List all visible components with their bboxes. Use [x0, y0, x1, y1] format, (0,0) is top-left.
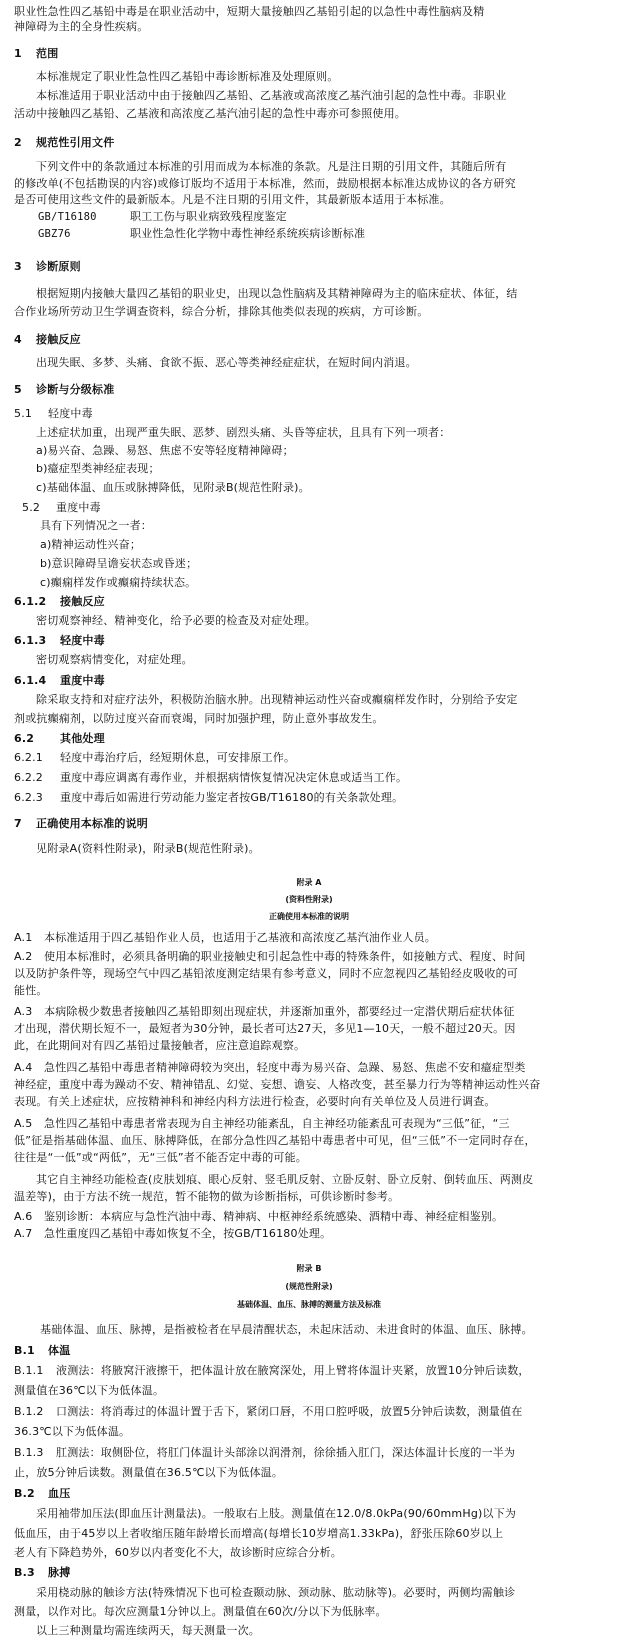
section-5-2-line: 具有下列情况之一者：: [40, 519, 152, 532]
section-5-2-line: b)意识障碍呈谵妄状态或昏迷；: [40, 557, 198, 570]
appendix-a-subtitle: (资料性附录): [285, 895, 333, 904]
appendix-b-line: 低血压，由于45岁以上者收缩压随年龄增长而增高(每增长10岁增高1.33kPa)，舒张压除60岁以上: [14, 1527, 504, 1540]
appendix-b-subtitle: (规范性附录): [285, 1282, 333, 1291]
appendix-b-line: 测量，以作对比。每次应测量1分钟以上。测量值在60次/分以下为低脉率。: [14, 1605, 387, 1618]
section-6-1-3-heading: 6.1.3 轻度中毒: [14, 634, 105, 647]
appendix-b-line: 老人有下降趋势外，60岁以内者变化不大，故诊断时应综合分析。: [14, 1546, 342, 1559]
section-6-1-4-line: 除采取支持和对症疗法外，积极防治脑水肿。出现精神运动性兴奋或癫痫样发作时，分别给予安定: [36, 693, 518, 706]
appendix-a-line: 以及防护条件等，现场空气中四乙基铅浓度测定结果有参考意义，同时不应忽视四乙基铅经皮吸收的可: [14, 967, 518, 980]
section-5-2-line: a)精神运动性兴奋；: [40, 538, 142, 551]
appendix-b-line: 以上三种测量均需连续两天，每天测量一次。: [36, 1624, 260, 1637]
section-6-2-3: 6.2.3 重度中毒后如需进行劳动能力鉴定者按GB/T16180的有关条款处理。: [14, 791, 404, 804]
appendix-a-item: A.6 鉴别诊断：本病应与急性汽油中毒、精神病、中枢神经系统感染、酒精中毒、神经症相鉴别。: [14, 1210, 504, 1223]
appendix-b-line: 采用桡动脉的触诊方法(特殊情况下也可检查颞动脉、颈动脉、肱动脉等)。必要时，两侧均需触诊: [36, 1586, 516, 1599]
appendix-a-title: 附录 A: [296, 878, 322, 887]
section-6-1-2-heading: 6.1.2 接触反应: [14, 595, 105, 608]
appendix-a-item: A.7 急性重度四乙基铅中毒如恢复不全，按GB/T16180处理。: [14, 1227, 332, 1240]
section-5-2-heading: 5.2 重度中毒: [22, 501, 101, 514]
appendix-a-line: 低”征是指基础体温、血压、脉搏降低，在部分急性四乙基铅中毒患者中可见，但“三低”不一定同时存在，: [14, 1134, 536, 1147]
appendix-a-item: A.1 本标准适用于四乙基铅作业人员，也适用于乙基液和高浓度乙基汽油作业人员。: [14, 931, 436, 944]
appendix-b-3-heading: B.3 脉搏: [14, 1566, 71, 1579]
appendix-a-line: 此，在此期间对有四乙基铅过量接触者，应注意追踪观察。: [14, 1039, 306, 1052]
appendix-a-line: 其它自主神经功能检查(皮肤划痕、眼心反射、竖毛肌反射、立卧反射、卧立反射、倒转血压、两测皮: [36, 1173, 534, 1186]
section-5-heading: 5 诊断与分级标准: [14, 383, 115, 396]
section-1-line: 活动中接触四乙基铅、乙基液和高浓度乙基汽油引起的急性中毒亦可参照使用。: [14, 107, 406, 120]
appendix-a-line: 温差等)，由于方法不统一规范，暂不能物的做为诊断指标，可供诊断时参考。: [14, 1190, 400, 1203]
intro-line-2: 神障碍为主的全身性疾病。: [14, 20, 149, 33]
appendix-b-line: 测量值在36℃以下为低体温。: [14, 1384, 165, 1397]
appendix-b-intro: 基础体温、血压、脉搏，是指被检者在早晨清醒状态，未起床活动、未进食时的体温、血压、脉搏。: [40, 1323, 533, 1336]
section-3-line: 根据短期内接触大量四乙基铅的职业史，出现以急性脑病及其精神障碍为主的临床症状、体征，结: [36, 287, 518, 300]
appendix-a-item: A.2 使用本标准时，必须具备明确的职业接触史和引起急性中毒的特殊条件，如接触方式、程度、时间: [14, 950, 526, 963]
ref-code: GB/T16180: [38, 211, 97, 223]
appendix-b-line: 止，放5分钟后读数。测量值在36.5℃以下为低体温。: [14, 1466, 284, 1479]
section-3-line: 合作业场所劳动卫生学调查资料，综合分析，排除其他类似表现的疾病，方可诊断。: [14, 305, 429, 318]
appendix-b-1-1: B.1.1 液测法：将腋窝汗液擦干，把体温计放在腋窝深处，用上臂将体温计夹紧，放置10分钟后读数，: [14, 1364, 530, 1377]
section-6-2-2: 6.2.2 重度中毒应调离有毒作业，并根据病情恢复情况决定休息或适当工作。: [14, 771, 408, 784]
section-5-1-line: 上述症状加重，出现严重失眠、恶梦、剧烈头痛、头昏等症状，且具有下列一项者：: [36, 426, 451, 439]
appendix-a-line: 往往是“一低”或“两低”，无“三低”者不能否定中毒的可能。: [14, 1151, 307, 1164]
section-5-2-line: c)癫痫样发作或癫痫持续状态。: [40, 576, 197, 589]
appendix-a-heading: 正确使用本标准的说明: [269, 912, 349, 921]
appendix-b-1-heading: B.1 体温: [14, 1344, 71, 1357]
appendix-a-line: 表现。有关上述症状，应按精神科和神经内科方法进行检查，必要时向有关单位及人员进行调查。: [14, 1095, 496, 1108]
section-4-line: 出现失眠、多梦、头痛、食欲不振、恶心等类神经症症状，在短时间内消退。: [36, 356, 417, 369]
appendix-b-line: 采用袖带加压法(即血压计测量法)。一般取右上肢。测量值在12.0/8.0kPa(90/60mmHg)以下为: [36, 1507, 517, 1520]
section-6-2-1: 6.2.1 轻度中毒治疗后，经短期休息，可安排原工作。: [14, 751, 296, 764]
section-7-heading: 7 正确使用本标准的说明: [14, 817, 148, 830]
section-6-1-4-line: 剂或抗癫痫剂，以防过度兴奋而衰竭，同时加强护理，防止意外事故发生。: [14, 712, 384, 725]
appendix-b-1-2: B.1.2 口测法：将消毒过的体温计置于舌下，紧闭口唇，不用口腔呼吸，放置5分钟后读数，测量值在: [14, 1405, 523, 1418]
appendix-b-line: 36.3℃以下为低体温。: [14, 1425, 131, 1438]
appendix-a-item: A.3 本病除极少数患者接触四乙基铅即刻出现症状，并逐渐加重外，都要经过一定潜伏期后症状体征: [14, 1005, 515, 1018]
intro-line-1: 职业性急性四乙基铅中毒是在职业活动中，短期大量接触四乙基铅引起的以急性中毒性脑病及精: [14, 5, 485, 18]
section-6-1-4-heading: 6.1.4 重度中毒: [14, 674, 105, 687]
section-1-heading: 1 范围: [14, 47, 59, 60]
section-1-line: 本标准规定了职业性急性四乙基铅中毒诊断标准及处理原则。: [36, 70, 339, 83]
section-2-heading: 2 规范性引用文件: [14, 136, 115, 149]
section-5-1-line: c)基础体温、血压或脉搏降低，见附录B(规范性附录)。: [36, 481, 310, 494]
section-7-line: 见附录A(资料性附录)，附录B(规范性附录)。: [36, 842, 260, 855]
ref-code: GBZ76: [38, 228, 71, 240]
section-2-line: 是否可使用这些文件的最新版本。凡是不注日期的引用文件，其最新版本适用于本标准。: [14, 193, 451, 206]
section-1-line: 本标准适用于职业活动中由于接触四乙基铅、乙基液或高浓度乙基汽油引起的急性中毒。非职业: [36, 89, 507, 102]
section-6-1-3-line: 密切观察病情变化，对症处理。: [36, 653, 193, 666]
section-6-2-heading: 6.2 其他处理: [14, 732, 105, 745]
section-4-heading: 4 接触反应: [14, 333, 81, 346]
section-6-1-2-line: 密切观察神经、精神变化，给予必要的检查及对症处理。: [36, 614, 316, 627]
appendix-b-1-3: B.1.3 肛测法：取侧卧位，将肛门体温计头部涂以润滑剂，徐徐插入肛门，深达体温计长度的一半为: [14, 1446, 516, 1459]
section-5-1-heading: 5.1 轻度中毒: [14, 407, 93, 420]
appendix-b-2-heading: B.2 血压: [14, 1487, 71, 1500]
appendix-a-item: A.5 急性四乙基铅中毒患者常表现为自主神经功能紊乱，自主神经功能紊乱可表现为“三低”征，“三: [14, 1117, 510, 1130]
appendix-a-line: 神经症，重度中毒为躁动不安、精神错乱、幻觉、妄想、谵妄、人格改变，甚至暴力行为等精神运动性兴奋: [14, 1078, 541, 1091]
section-2-line: 的修改单(不包括勘误的内容)或修订版均不适用于本标准，然而，鼓励根据本标准达成协议的各方研究: [14, 177, 516, 190]
section-5-1-line: a)易兴奋、急躁、易怒、焦虑不安等轻度精神障碍；: [36, 444, 294, 457]
appendix-b-title: 附录 B: [296, 1264, 322, 1273]
appendix-a-line: 能性。: [14, 984, 48, 997]
section-3-heading: 3 诊断原则: [14, 260, 81, 273]
section-5-1-line: b)癔症型类神经症表现；: [36, 462, 160, 475]
appendix-a-line: 才出现，潜伏期长短不一，最短者为30分钟，最长者可达27天，多见1—10天，一般不超过20天。因: [14, 1022, 516, 1035]
ref-name: 职工工伤与职业病致残程度鉴定: [130, 210, 287, 223]
section-2-line: 下列文件中的条款通过本标准的引用而成为本标准的条款。凡是注日期的引用文件，其随后所有: [36, 160, 507, 173]
ref-name: 职业性急性化学物中毒性神经系统疾病诊断标准: [130, 227, 366, 240]
appendix-b-heading: 基础体温、血压、脉搏的测量方法及标准: [237, 1300, 381, 1309]
appendix-a-item: A.4 急性四乙基铅中毒患者精神障碍较为突出，轻度中毒为易兴奋、急躁、易怒、焦虑不安和癔症型类: [14, 1061, 526, 1074]
